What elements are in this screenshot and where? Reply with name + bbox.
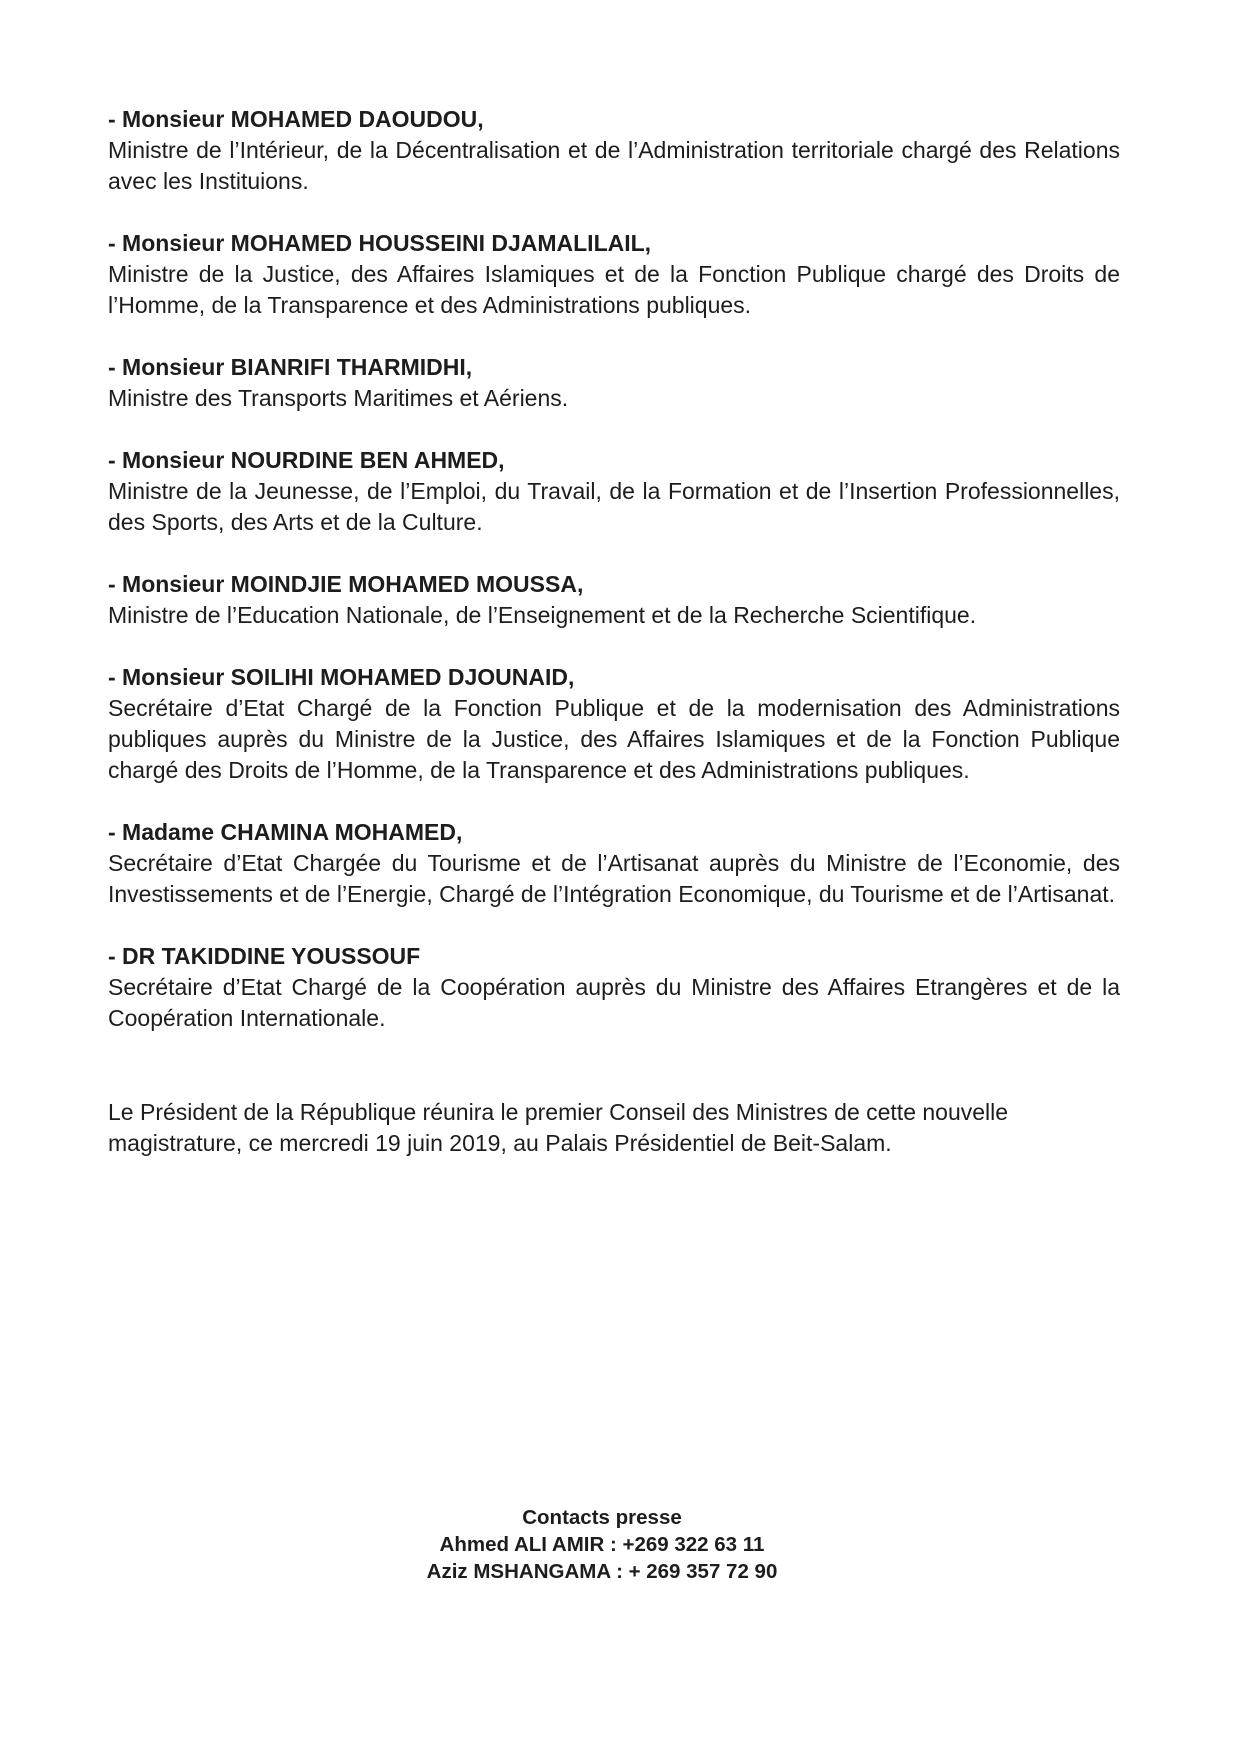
- minister-entry: [108, 104, 1120, 197]
- minister-role-text: Secrétaire d’Etat Chargé de la Coopération auprès du Ministre des Affaires Etrangères et de la Coopération Internationale.: [108, 974, 1120, 1031]
- minister-role-text: Secrétaire d’Etat Chargé de la Fonction Publique et de la modernisation des Administrations publiques auprès du Ministre de la Justice, des Affaires Islamiques et de la Fonction Publique chargé des Droits de l’Homme, de la Transparence et des Administrations publiques.: [108, 695, 1120, 783]
- minister-entry: [108, 662, 1120, 786]
- minister-entry: [108, 352, 1120, 414]
- minister-entry: [108, 445, 1120, 538]
- minister-entry: [108, 817, 1120, 910]
- minister-entry: [108, 941, 1120, 1034]
- minister-entry: [108, 228, 1120, 321]
- minister-name-heading: - Monsieur MOHAMED DAOUDOU,: [108, 106, 484, 132]
- minister-name-heading: - Monsieur MOHAMED HOUSSEINI DJAMALILAIL,: [108, 230, 652, 256]
- minister-role-text: Ministre de la Justice, des Affaires Islamiques et de la Fonction Publique chargé des Droits de l’Homme, de la Transparence et des Administrations publiques.: [108, 261, 1120, 318]
- minister-name-heading: - Monsieur MOINDJIE MOHAMED MOUSSA,: [108, 571, 584, 597]
- closing-paragraph: Le Président de la République réunira le premier Conseil des Ministres de cette nouvelle magistrature, ce mercredi 19 juin 2019, au Palais Présidentiel de Beit-Salam.: [108, 1099, 1009, 1156]
- minister-name-heading: - Monsieur NOURDINE BEN AHMED,: [108, 447, 505, 473]
- press-contacts-block: [108, 1504, 1120, 1585]
- minister-role-text: Ministre de l’Education Nationale, de l’Enseignement et de la Recherche Scientifique.: [108, 602, 977, 628]
- minister-role-text: Secrétaire d’Etat Chargée du Tourisme et de l’Artisanat auprès du Ministre de l’Economie, des Investissements et de l’Energie, Chargé de l’Intégration Economique, du Tourisme et de l’Artisanat.: [108, 850, 1120, 907]
- minister-role-text: Ministre des Transports Maritimes et Aériens.: [108, 385, 569, 411]
- minister-name-heading: - DR TAKIDDINE YOUSSOUF: [108, 943, 421, 969]
- minister-name-heading: - Monsieur BIANRIFI THARMIDHI,: [108, 354, 473, 380]
- contact-line: Ahmed ALI AMIR : +269 322 63 11: [439, 1533, 765, 1556]
- minister-role-text: Ministre de l’Intérieur, de la Décentralisation et de l’Administration territoriale chargé des Relations avec les Instituions.: [108, 137, 1120, 194]
- minister-entry: [108, 569, 1120, 631]
- contact-line: Aziz MSHANGAMA : + 269 357 72 90: [426, 1560, 778, 1583]
- minister-role-text: Ministre de la Jeunesse, de l’Emploi, du Travail, de la Formation et de l’Insertion Professionnelles, des Sports, des Arts et de la Culture.: [108, 478, 1120, 535]
- minister-name-heading: - Monsieur SOILIHI MOHAMED DJOUNAID,: [108, 664, 575, 690]
- contacts-title: Contacts presse: [522, 1506, 682, 1529]
- minister-name-heading: - Madame CHAMINA MOHAMED,: [108, 819, 463, 845]
